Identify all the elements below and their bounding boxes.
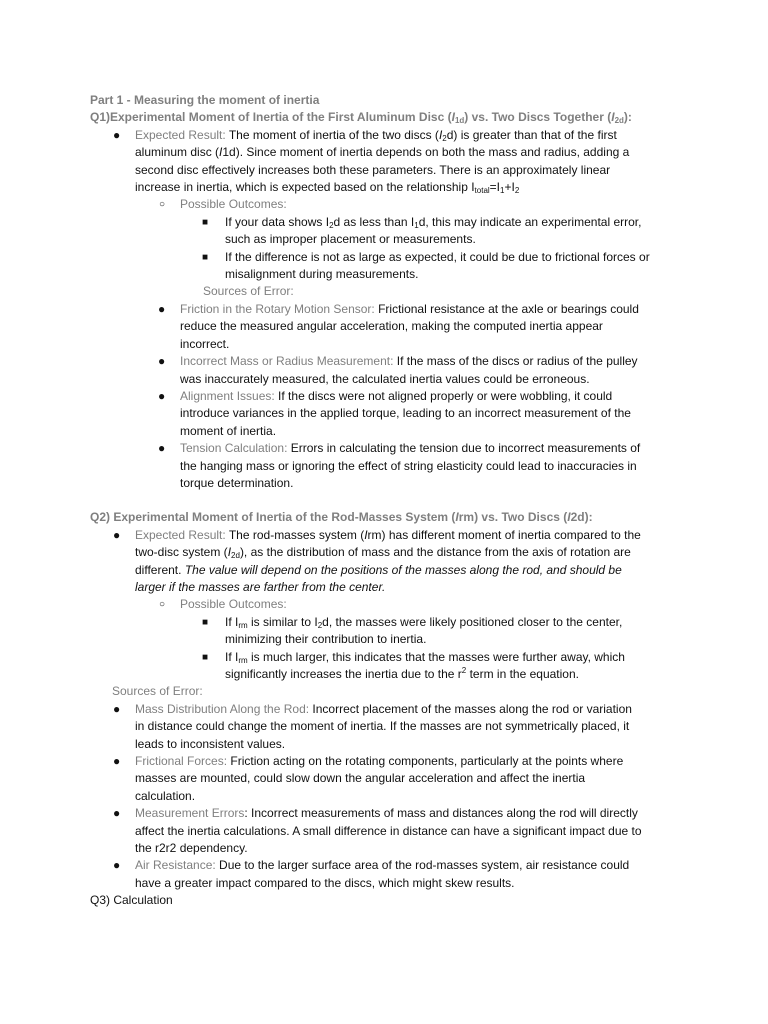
bullet-marker: ● [158,441,166,456]
q2-sources-label: Sources of Error: [112,684,203,699]
bullet-marker: ● [158,388,166,403]
q1-possible-outcomes: ○ Possible Outcomes: [90,196,688,213]
q2-outcome-1: ■ If $I_{rm}$ is similar to $I_2d$, the masses were likely positioned closer to the center, minimizing their contribution to inertia. [202,614,623,647]
q1-error-4: ● Tension Calculation: Errors in calculating the tension due to incorrect measurements of the hanging mass or ignoring the effect of string elasticity could lead to inaccuracies in torque determination. [158,441,641,490]
q1-error-1: ● Friction in the Rotary Motion Sensor: Frictional resistance at the axle or bearings could reduce the measured angular acceleration, making the computed inertia appear incorrect. [158,301,639,351]
q1-expected-result: ● Expected Result: The moment of inertia of the two discs $(I_2d)$ is greater than that of the first aluminum disc (I1d). Since moment of inertia depends on both the mass and radius, adding a second disc effectively increases both these parameters. There is an approximately linear increase in inertia, which is expected based on the relationship $I_{total}=I_1+I_2$ [113,127,630,196]
bullet-marker: ● [113,527,121,542]
q1-outcome-1: ■ If your data shows $I_2d$ as less than $I_1d$, this may indicate an experimental error, such as improper placement or measurements. [202,214,642,247]
square-marker: ■ [202,216,209,228]
q2-possible-outcomes: ○ Possible Outcomes: [90,596,688,613]
q3-heading: Q3) Calculation [90,893,173,908]
part1-title: Part 1 - Measuring the moment of inertia [90,93,320,107]
q2-heading: Q2) Experimental Moment of Inertia of the Rod-Masses System (Irm) vs. Two Discs (I2d): [90,510,593,525]
circle-marker: ○ [159,599,166,611]
bullet-marker: ● [158,354,166,369]
q1-sources-label: Sources of Error: [203,284,294,299]
q2-error-2: ● Frictional Forces: Friction acting on the rotating components, particularly at the points where masses are mounted, could slow down the angular acceleration and affect the inertia calculation. [113,754,624,803]
q1-heading: Q1)Experimental Moment of Inertia of the First Aluminum Disc $(I_{1d})$ vs. Two Discs Together $(I_{2d})$: [90,110,632,126]
square-marker: ■ [202,651,209,663]
bullet-marker: ● [113,127,121,142]
q2-expected-result: ● Expected Result: The rod-masses system (Irm) has different moment of inertia compared to the two-disc system $(I_{2d})$, as the distribution of mass and the distance from the axis of rotation are different. The value will depend on the positions of the masses along the rod, and should be larger if the masses are farther from the center. [113,527,641,594]
q1-error-2: ● Incorrect Mass or Radius Measurement: If the mass of the discs or radius of the pulley was inaccurately measured, the calculated inertia values could be erroneous. [158,354,638,386]
square-marker: ■ [202,616,209,628]
bullet-marker: ● [113,754,121,769]
q1-error-3: ● Alignment Issues: If the discs were not aligned properly or were wobbling, it could introduce variances in the applied torque, leading to an incorrect measurement of the moment of inertia. [158,388,631,438]
q2-error-3: ● Measurement Errors: Incorrect measurements of mass and distances along the rod will directly affect the inertia calculations. A small difference in distance can have a significant impact due to the r2r2 dependency. [113,806,642,856]
circle-marker: ○ [159,199,166,211]
bullet-marker: ● [113,701,121,716]
bullet-marker: ● [158,301,166,316]
q2-error-4: ● Air Resistance: Due to the larger surface area of the rod-masses system, air resistance could have a greater impact compared to the discs, which might skew results. [113,858,630,890]
bullet-marker: ● [113,806,121,821]
q2-error-1: ● Mass Distribution Along the Rod: Incorrect placement of the masses along the rod or variation in distance could change the moment of inertia. If the masses are not symmetrically placed, it leads to inconsistent values. [113,701,632,751]
bullet-marker: ● [113,858,121,873]
q1-outcome-2: ■ If the difference is not as large as expected, it could be due to frictional forces or misalignment during measurements. [202,249,650,282]
square-marker: ■ [202,251,209,263]
q2-outcome-2: ■ If $I_{rm}$ is much larger, this indicates that the masses were further away, which significantly increases the inertia due to the $r^2$ term in the equation. [202,649,625,681]
